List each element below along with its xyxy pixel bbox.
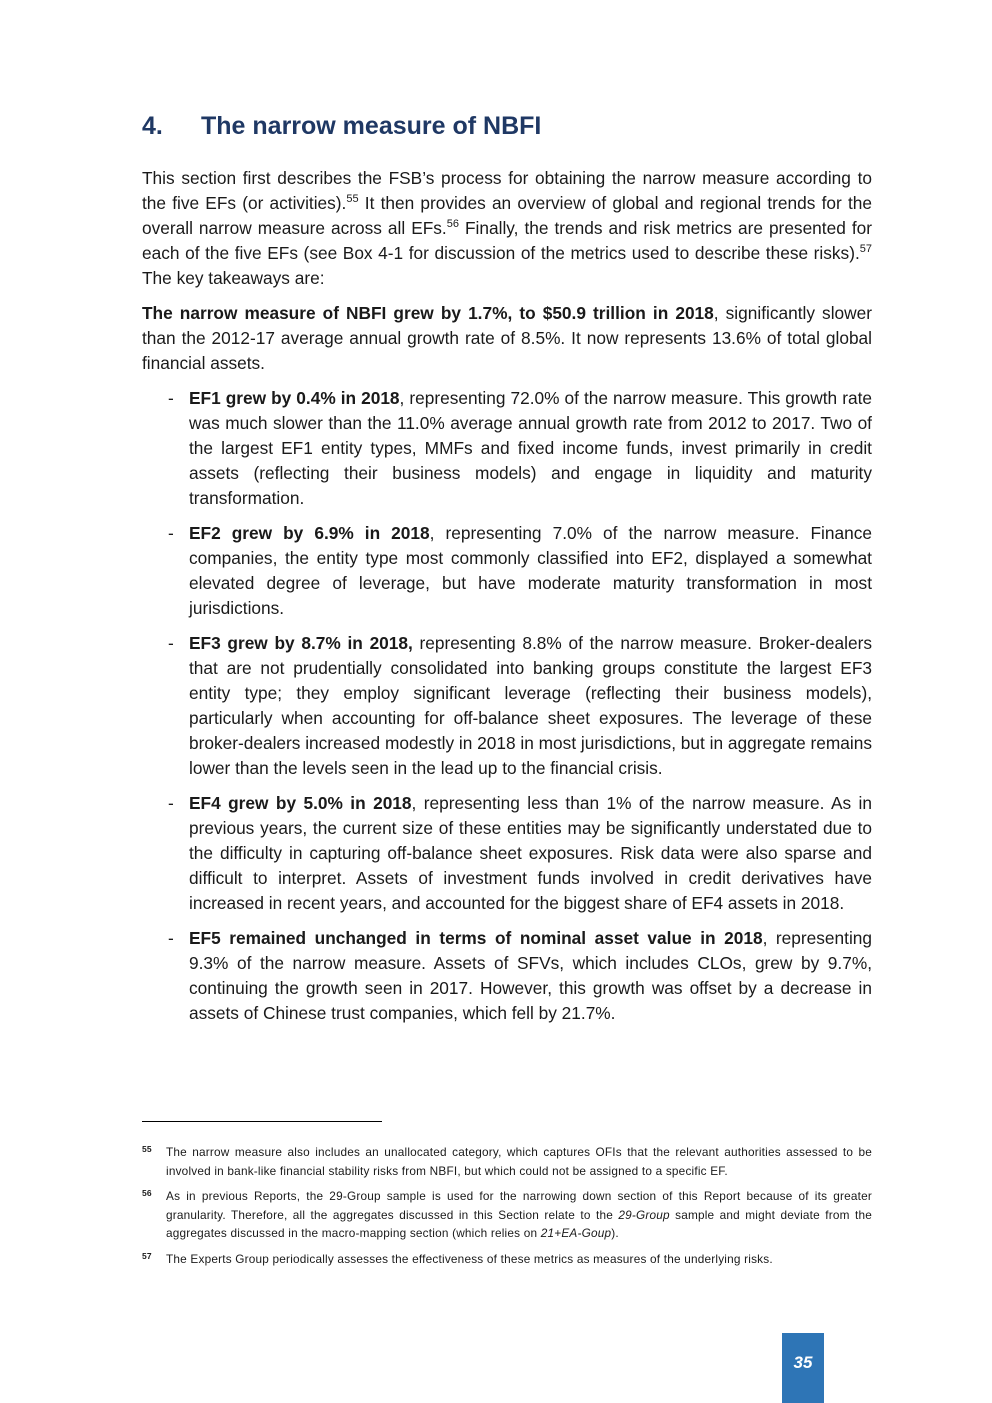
list-item-ef3: [142, 631, 872, 781]
footnote-mark: 56: [142, 1188, 152, 1198]
footnote-text: The Experts Group periodically assesses the effectiveness of these metrics as measures of the underlying risks.: [166, 1251, 773, 1266]
ef1-bold: EF1 grew by 0.4% in 2018: [189, 388, 400, 408]
intro-text-1: This section first describes the FSB’s process for obtaining the narrow measure according to the five EFs (or activities).: [142, 168, 872, 213]
footnote-56: [142, 1187, 872, 1243]
footnote-ref-57[interactable]: 57: [859, 243, 872, 256]
summary-rest: , significantly slower than the 2012-17 average annual growth rate of 8.5%. It now represents 13.6% of total global financial assets.: [142, 303, 872, 373]
footnote-text-a: As in previous Reports, the 29-Group sample is used for the narrowing down section of this Report because of its greater granularity. Therefore, all the aggregates discussed in this Section relate to the: [166, 1189, 872, 1222]
summary-bold: The narrow measure of NBFI grew by 1.7%, to $50.9 trillion in 2018: [142, 303, 714, 323]
ef1-text: , representing 72.0% of the narrow measure. This growth rate was much slower than the 11.0% average annual growth rate from 2012 to 2017. Two of the largest EF1 entity types, MMFs and fixed income funds, invest primarily in credit assets (reflecting their business models) and engage in liquidity and maturity transformation.: [189, 388, 872, 508]
footnote-57: [142, 1250, 872, 1269]
dash-bullet: -: [168, 388, 174, 408]
section-heading: [142, 112, 541, 141]
list-item-ef4: [142, 791, 872, 916]
footnote-ref-55[interactable]: 55: [346, 193, 359, 206]
footnote-italic-b: 21+EA-Goup: [540, 1226, 612, 1240]
list-item-ef2: [142, 521, 872, 621]
footnotes: [142, 1143, 872, 1275]
ef2-bold: EF2 grew by 6.9% in 2018: [189, 523, 430, 543]
ef3-bold: EF3 grew by 8.7% in 2018,: [189, 633, 413, 653]
footnote-mark: 57: [142, 1250, 152, 1261]
ef5-text: , representing 9.3% of the narrow measure. Assets of SFVs, which includes CLOs, grew by 9.7%, continuing the growth seen in 2017. However, this growth was offset by a decrease in assets of Chinese trust companies, which fell by 21.7%.: [189, 928, 873, 1023]
section-title: The narrow measure of NBFI: [201, 112, 542, 140]
summary-paragraph: [142, 301, 872, 376]
dash-bullet: -: [168, 793, 174, 813]
list-item-ef1: [142, 386, 872, 511]
intro-text-4: The key takeaways are:: [142, 268, 325, 288]
footnote-ref-56[interactable]: 56: [446, 218, 459, 231]
footnote-divider: [142, 1121, 382, 1122]
section-number: 4.: [142, 112, 163, 140]
footnote-55: [142, 1143, 872, 1180]
ef2-text: , representing 7.0% of the narrow measure. Finance companies, the entity type most commonly classified into EF2, displayed a somewhat elevated degree of leverage, but have moderate maturity transformation in most jurisdictions.: [189, 523, 872, 618]
footnote-text-b: sample and might deviate from the aggregates discussed in the macro-mapping section (which relies on: [166, 1207, 872, 1240]
intro-text-2: It then provides an overview of global and regional trends for the overall narrow measure across all EFs.: [142, 193, 872, 238]
footnote-text: The narrow measure also includes an unallocated category, which captures OFIs that the relevant authorities assessed to be involved in bank-like financial stability risks from NBFI, but which could not be assigned to a specific EF.: [166, 1145, 872, 1178]
intro-text-3: Finally, the trends and risk metrics are presented for each of the five EFs (see Box 4-1 for discussion of the metrics used to describe these risks).: [142, 218, 872, 263]
ef4-text: , representing less than 1% of the narrow measure. As in previous years, the current size of these entities may be significantly understated due to the difficulty in capturing off-balance sheet exposures. Risk data were also sparse and difficult to interpret. Assets of investment funds involved in credit derivatives have increased in recent years, and accounted for the biggest share of EF4 assets in 2018.: [189, 793, 872, 913]
footnote-italic-a: 29-Group: [618, 1207, 670, 1222]
dash-bullet: -: [168, 928, 174, 948]
footnote-mark: 55: [142, 1144, 152, 1154]
ef5-bold: EF5 remained unchanged in terms of nominal asset value in 2018: [189, 928, 763, 948]
ef4-bold: EF4 grew by 5.0% in 2018: [189, 793, 412, 813]
ef3-text: representing 8.8% of the narrow measure. Broker-dealers that are not prudentially consolidated into banking groups constitute the largest EF3 entity type; they employ significant leverage (reflecting their business models), particularly when accounting for off-balance sheet exposures. The leverage of these broker-dealers increased modestly in 2018 in most jurisdictions, but in aggregate remains lower than the levels seen in the lead up to the financial crisis.: [189, 633, 872, 778]
body-text: [142, 166, 872, 1036]
footnote-text-c: ).: [611, 1226, 619, 1240]
ef-list: [142, 386, 872, 1026]
dash-bullet: -: [168, 633, 174, 653]
dash-bullet: -: [168, 523, 174, 543]
intro-paragraph: [142, 166, 872, 291]
page-number: 35: [782, 1333, 824, 1403]
list-item-ef5: [142, 926, 872, 1026]
